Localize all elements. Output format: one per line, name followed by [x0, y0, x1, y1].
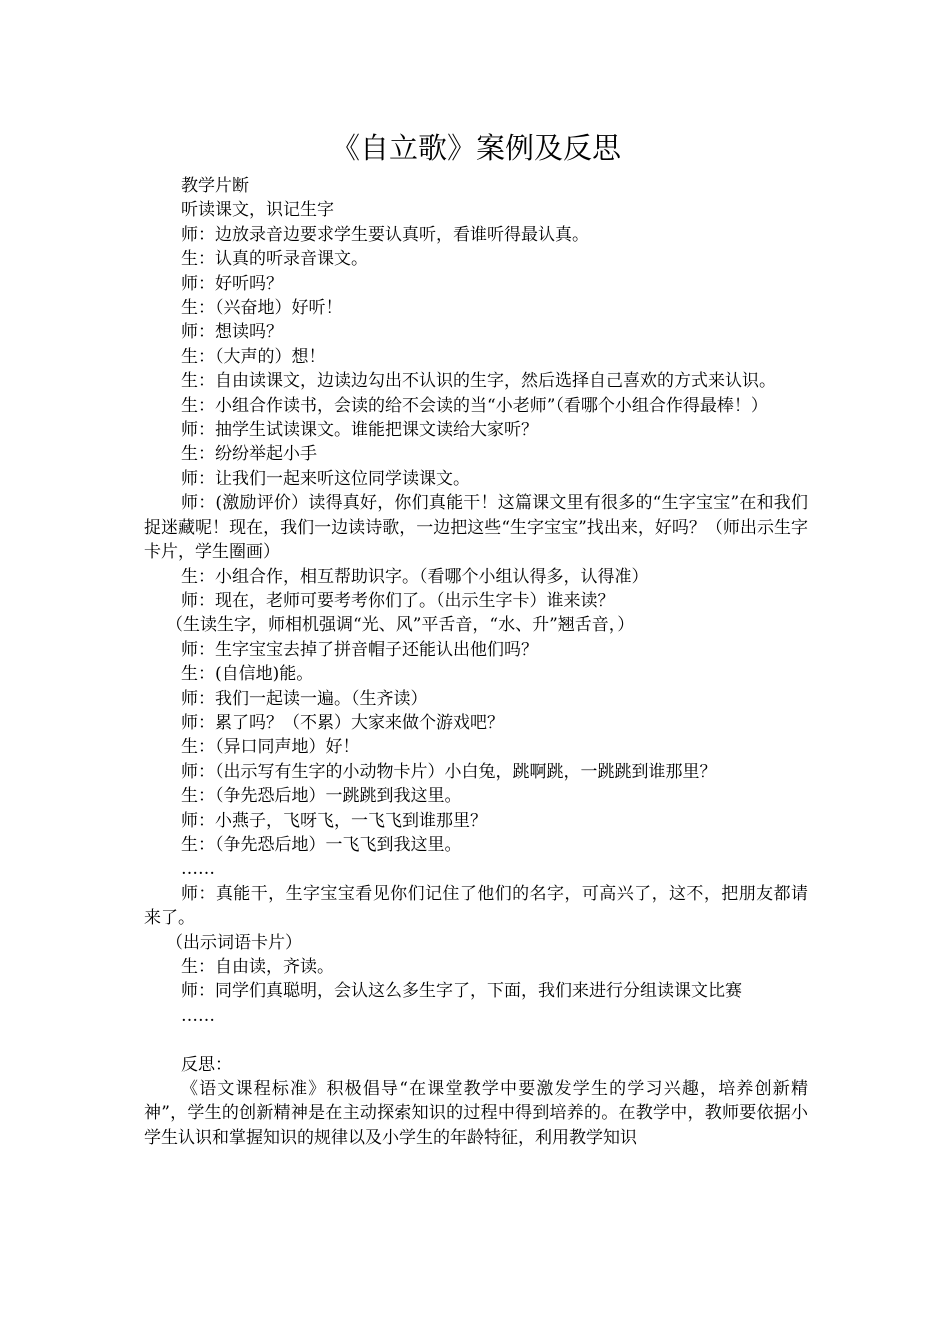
body-paragraph: 师：让我们一起来听这位同学读课文。 [181, 468, 470, 489]
document-page [144, 128, 808, 1150]
body-paragraph: 生：小组合作，相互帮助识字。（看哪个小组认得多，认得准） [181, 566, 649, 587]
section-spacer [144, 1028, 808, 1052]
body-paragraph: （出示词语卡片） [166, 932, 302, 953]
body-paragraph: 师：抽学生试读课文。谁能把课文读给大家听？ [181, 420, 538, 441]
body-paragraph: 师：真能干，生字宝宝看见你们记住了他们的名字，可高兴了，这不，把朋友都请来了。 [144, 883, 808, 929]
body-paragraph: 生：（争先恐后地）一飞飞到我这里。 [181, 834, 462, 855]
body-paragraph: （生读生字，师相机强调“光、风”平舌音，“水、升”翘舌音，） [166, 615, 635, 636]
body-paragraph: 生：（大声的）想！ [181, 346, 326, 367]
body-paragraph: 生：纷纷举起小手 [181, 444, 317, 465]
body-paragraph: 生：自由读课文，边读边勾出不认识的生字，然后选择自己喜欢的方式来认识。 [181, 371, 776, 392]
body-paragraph: 师：边放录音边要求学生要认真听，看谁听得最认真。 [181, 224, 589, 245]
page-title: 《自立歌》案例及反思 [330, 131, 621, 165]
document-body [144, 174, 808, 1028]
body-paragraph: 师：好听吗？ [181, 273, 283, 294]
body-paragraph: 师：累了吗？（不累）大家来做个游戏吧？ [181, 712, 504, 733]
body-paragraph: 生：自由读，齐读。 [181, 957, 334, 977]
body-paragraph: 师：小燕子，飞呀飞，一飞飞到谁那里？ [181, 810, 487, 831]
body-paragraph: 师：想读吗？ [181, 322, 283, 343]
body-paragraph: 生：（兴奋地）好听！ [181, 298, 343, 319]
reflection-heading: 反思： [181, 1054, 232, 1075]
reflection-paragraph: 《语文课程标准》积极倡导“在课堂教学中要激发学生的学习兴趣，培养创新精神”，学生的创新精神是在主动探索知识的过程中得到培养的。在教学中，教师要依据小学生认识和掌握知识的规律以及小学生的年龄特征，利用教学知识 [144, 1079, 808, 1148]
body-paragraph: 生：(自信地)能。 [181, 664, 314, 685]
body-paragraph: 教学片断 [181, 176, 249, 196]
body-paragraph: …… [181, 1005, 215, 1026]
body-paragraph: 师：（出示写有生字的小动物卡片）小白兔，跳啊跳，一跳跳到谁那里？ [181, 761, 717, 782]
body-paragraph: 师：我们一起读一遍。（生齐读） [181, 688, 428, 709]
body-paragraph: 生：（异口同声地）好！ [181, 737, 360, 758]
body-paragraph: 生：认真的听录音课文。 [181, 249, 368, 270]
body-paragraph: 师：现在，老师可要考考你们了。（出示生字卡）谁来读？ [181, 590, 615, 611]
body-paragraph: 师：同学们真聪明，会认这么多生字了，下面，我们来进行分组读课文比赛 [181, 981, 742, 1002]
body-paragraph: 生：（争先恐后地）一跳跳到我这里。 [181, 786, 462, 807]
body-paragraph: 听读课文，识记生字 [181, 200, 334, 221]
body-paragraph: 生：小组合作读书，会读的给不会读的当“小老师”（看哪个小组合作得最棒！） [181, 395, 768, 416]
body-paragraph: 师：生字宝宝去掉了拼音帽子还能认出他们吗？ [181, 639, 538, 660]
body-paragraph: …… [181, 859, 215, 880]
body-paragraph: 师：(激励评价）读得真好，你们真能干！这篇课文里有很多的“生字宝宝”在和我们捉迷藏呢！现在，我们一边读诗歌，一边把这些“生字宝宝”找出来，好吗？（师出示生字卡片，学生圈画） [144, 493, 808, 563]
